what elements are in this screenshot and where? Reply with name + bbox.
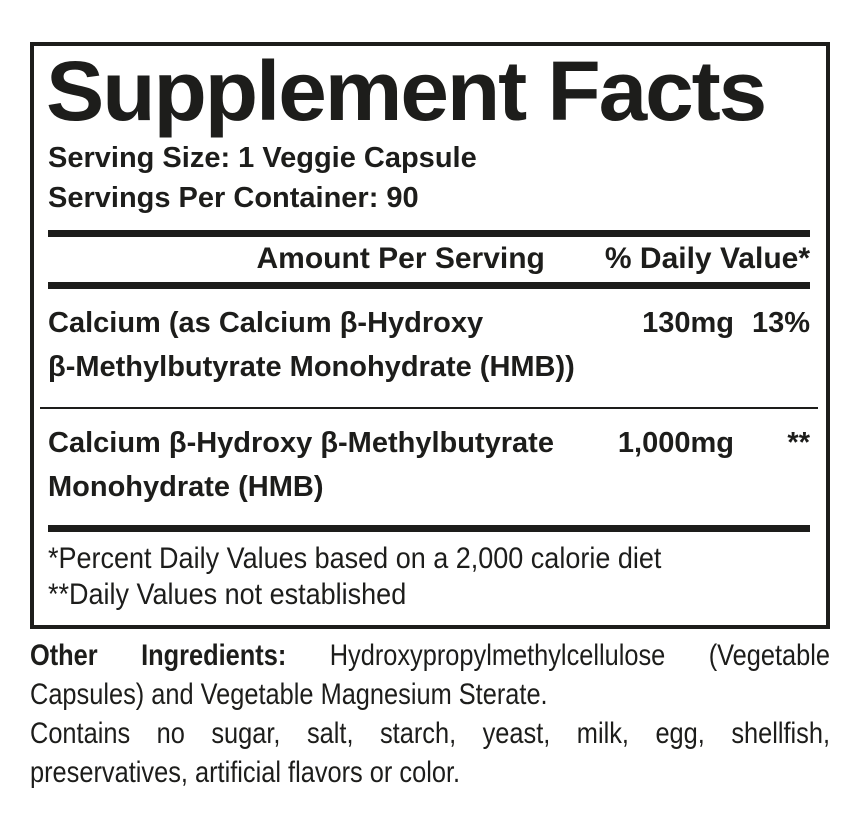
ingredient-name (48, 421, 604, 509)
column-header-row (48, 237, 810, 282)
amount-per-serving-header: Amount Per Serving (256, 242, 545, 275)
thick-divider-top (48, 230, 810, 237)
contains-statement: Contains no sugar, salt, starch, yeast, milk, egg, shellfish, preservatives, artificial flavors or color. (30, 717, 831, 789)
serving-size-line: Serving Size: 1 Veggie Capsule (48, 142, 477, 174)
footnote-not-established: **Daily Values not established (48, 578, 407, 611)
ingredient-daily-value: ** (787, 427, 810, 459)
ingredient-name-line1: Calcium (as Calcium β-Hydroxy (48, 307, 484, 339)
supplement-facts-panel (30, 42, 830, 629)
ingredient-amount: 1,000mg (617, 427, 734, 459)
ingredient-name-line2: Monohydrate (HMB) (48, 471, 324, 503)
ingredient-row-hmb (48, 421, 810, 509)
ingredient-row-calcium (48, 301, 810, 389)
thin-divider (40, 407, 818, 409)
thick-divider-header (48, 282, 810, 289)
servings-per-container-line: Servings Per Container: 90 (48, 182, 419, 214)
ingredient-name (48, 301, 604, 389)
ingredient-amount: 130mg (642, 307, 734, 339)
other-ingredients-text: Hydroxypropylmethylcellulose (Vegetable Capsules) and Vegetable Magnesium Sterate. (30, 639, 831, 711)
daily-value-header: % Daily Value* (604, 242, 810, 275)
ingredient-name-line2: β-Methylbutyrate Monohydrate (HMB)) (48, 351, 575, 383)
footnote-percent-daily-value: *Percent Daily Values based on a 2,000 calorie diet (48, 542, 662, 575)
panel-title: Supplement Facts (46, 44, 766, 138)
other-ingredients-block (30, 636, 830, 792)
other-ingredients-label: Other Ingredients: (30, 639, 287, 672)
thick-divider-footnote (48, 525, 810, 532)
ingredient-name-line1: Calcium β-Hydroxy β-Methylbutyrate (48, 427, 554, 459)
footnotes (48, 541, 809, 613)
ingredient-daily-value: 13% (751, 307, 810, 339)
other-ingredients-paragraph (30, 636, 830, 714)
